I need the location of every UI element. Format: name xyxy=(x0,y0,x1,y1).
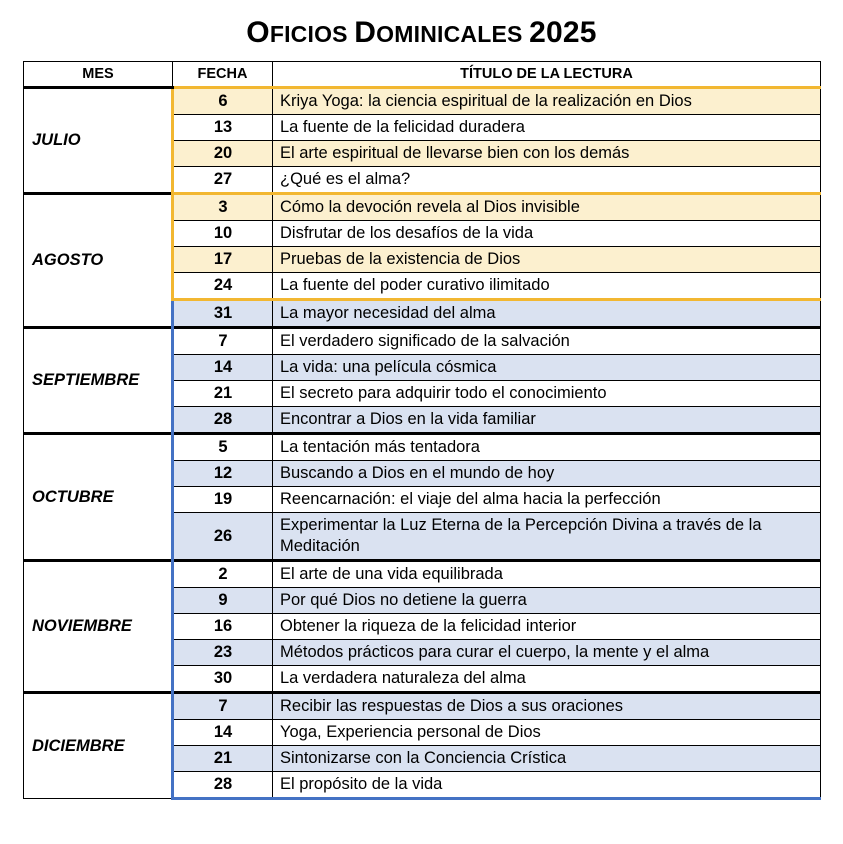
lecture-title-cell: El verdadero significado de la salvación xyxy=(273,328,821,355)
date-cell: 21 xyxy=(173,746,273,772)
lecture-title-cell: El arte espiritual de llevarse bien con los demás xyxy=(273,141,821,167)
lecture-title-cell: Por qué Dios no detiene la guerra xyxy=(273,588,821,614)
header-mes: MES xyxy=(24,62,173,88)
table-row xyxy=(24,561,821,588)
schedule-table xyxy=(23,61,821,800)
title-rest-oficios: FICIOS xyxy=(269,21,355,47)
date-cell: 14 xyxy=(173,720,273,746)
month-cell: JULIO xyxy=(24,88,173,194)
date-cell: 31 xyxy=(173,300,273,328)
lecture-title-cell: ¿Qué es el alma? xyxy=(273,167,821,194)
lecture-title-cell: Sintonizarse con la Conciencia Crística xyxy=(273,746,821,772)
date-cell: 7 xyxy=(173,328,273,355)
date-cell: 16 xyxy=(173,614,273,640)
page-title xyxy=(0,16,843,50)
date-cell: 12 xyxy=(173,461,273,487)
date-cell: 10 xyxy=(173,221,273,247)
table-header-row xyxy=(24,62,821,88)
month-cell: SEPTIEMBRE xyxy=(24,328,173,434)
lecture-title-cell: La tentación más tentadora xyxy=(273,434,821,461)
title-year: 2025 xyxy=(529,16,597,49)
lecture-title-cell: Experimentar la Luz Eterna de la Percepción Divina a través de la Meditación xyxy=(273,513,821,561)
lecture-title-cell: Reencarnación: el viaje del alma hacia la perfección xyxy=(273,487,821,513)
lecture-title-cell: La mayor necesidad del alma xyxy=(273,300,821,328)
lecture-title-cell: El arte de una vida equilibrada xyxy=(273,561,821,588)
month-cell: AGOSTO xyxy=(24,194,173,328)
date-cell: 21 xyxy=(173,381,273,407)
date-cell: 23 xyxy=(173,640,273,666)
header-titulo: TÍTULO DE LA LECTURA xyxy=(273,62,821,88)
date-cell: 20 xyxy=(173,141,273,167)
date-cell: 3 xyxy=(173,194,273,221)
header-fecha: FECHA xyxy=(173,62,273,88)
lecture-title-cell: Obtener la riqueza de la felicidad interior xyxy=(273,614,821,640)
lecture-title-cell: Pruebas de la existencia de Dios xyxy=(273,247,821,273)
title-rest-dominicales: OMINICALES xyxy=(376,21,530,47)
date-cell: 6 xyxy=(173,88,273,115)
table-row xyxy=(24,194,821,221)
lecture-title-cell: El propósito de la vida xyxy=(273,772,821,799)
lecture-title-cell: Yoga, Experiencia personal de Dios xyxy=(273,720,821,746)
date-cell: 13 xyxy=(173,115,273,141)
title-initial-o: O xyxy=(246,16,270,49)
date-cell: 28 xyxy=(173,407,273,434)
lecture-title-cell: Kriya Yoga: la ciencia espiritual de la realización en Dios xyxy=(273,88,821,115)
month-cell: DICIEMBRE xyxy=(24,693,173,799)
date-cell: 28 xyxy=(173,772,273,799)
lecture-title-cell: Recibir las respuestas de Dios a sus oraciones xyxy=(273,693,821,720)
title-initial-d: D xyxy=(354,16,377,49)
lecture-title-cell: Buscando a Dios en el mundo de hoy xyxy=(273,461,821,487)
lecture-title-cell: Encontrar a Dios en la vida familiar xyxy=(273,407,821,434)
month-cell: NOVIEMBRE xyxy=(24,561,173,693)
date-cell: 14 xyxy=(173,355,273,381)
lecture-title-cell: La vida: una película cósmica xyxy=(273,355,821,381)
table-row xyxy=(24,693,821,720)
date-cell: 27 xyxy=(173,167,273,194)
date-cell: 30 xyxy=(173,666,273,693)
lecture-title-cell: Cómo la devoción revela al Dios invisible xyxy=(273,194,821,221)
lecture-title-cell: El secreto para adquirir todo el conocimiento xyxy=(273,381,821,407)
table-row xyxy=(24,434,821,461)
lecture-title-cell: La verdadera naturaleza del alma xyxy=(273,666,821,693)
date-cell: 2 xyxy=(173,561,273,588)
table-body xyxy=(24,88,821,799)
table-row xyxy=(24,328,821,355)
date-cell: 9 xyxy=(173,588,273,614)
date-cell: 5 xyxy=(173,434,273,461)
table-row xyxy=(24,88,821,115)
date-cell: 26 xyxy=(173,513,273,561)
date-cell: 19 xyxy=(173,487,273,513)
lecture-title-cell: La fuente de la felicidad duradera xyxy=(273,115,821,141)
date-cell: 17 xyxy=(173,247,273,273)
date-cell: 24 xyxy=(173,273,273,300)
lecture-title-cell: Métodos prácticos para curar el cuerpo, la mente y el alma xyxy=(273,640,821,666)
lecture-title-cell: La fuente del poder curativo ilimitado xyxy=(273,273,821,300)
date-cell: 7 xyxy=(173,693,273,720)
month-cell: OCTUBRE xyxy=(24,434,173,561)
lecture-title-cell: Disfrutar de los desafíos de la vida xyxy=(273,221,821,247)
